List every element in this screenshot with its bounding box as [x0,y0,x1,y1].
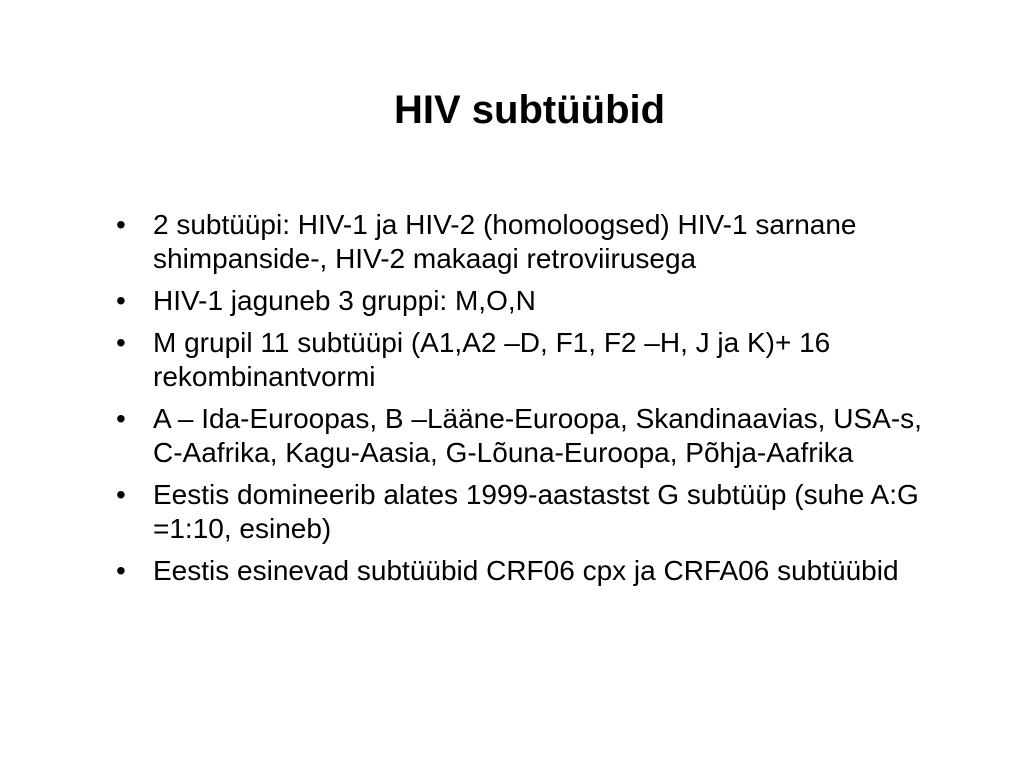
bullet-item [116,478,956,546]
bullet-text: 2 subtüüpi: HIV-1 ja HIV-2 (homoloogsed) HIV-1 sarnane shimpanside-, HIV-2 makaagi retroviirusega [153,209,857,274]
bullet-item [116,284,956,318]
bullet-dot-icon: • [116,479,126,510]
bullet-item [116,326,956,394]
bullet-dot-icon: • [116,285,126,316]
bullet-text: Eestis esinevad subtüübid CRF06 cpx ja CRFA06 subtüübid [153,555,899,586]
bullet-text: M grupil 11 subtüüpi (A1,A2 –D, F1, F2 –H, J ja K)+ 16 rekombinantvormi [153,327,831,392]
bullet-dot-icon: • [116,403,126,434]
bullet-text: A – Ida-Euroopas, B –Lääne-Euroopa, Skandinaavias, USA-s, C-Aafrika, Kagu-Aasia, G-Lõuna-Euroopa, Põhja-Aafrika [153,403,922,468]
bullet-list [116,208,956,596]
bullet-text: Eestis domineerib alates 1999-aastastst G subtüüp (suhe A:G =1:10, esineb) [153,479,919,544]
title-area [0,0,1024,140]
bullet-item [116,208,956,276]
slide-title: HIV subtüübid [394,87,666,132]
bullet-text: HIV-1 jaguneb 3 gruppi: M,O,N [153,285,536,316]
bullet-dot-icon: • [116,327,126,358]
bullet-dot-icon: • [116,555,126,586]
bullet-item [116,554,956,588]
bullet-item [116,402,956,470]
bullet-dot-icon: • [116,209,126,240]
